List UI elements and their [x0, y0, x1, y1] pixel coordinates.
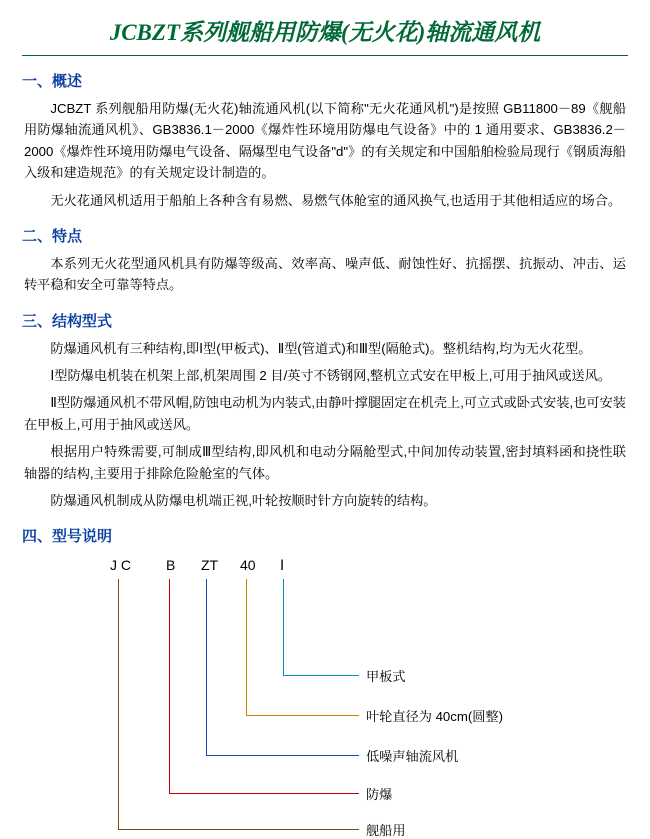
model-code-type: Ⅰ: [280, 557, 285, 574]
section-heading-structure: 三、结构型式: [22, 312, 113, 330]
paragraph-overview-1: JCBZT 系列舰船用防爆(无火花)轴流通风机(以下简称"无火花通风机")是按照 GB11800－89《舰船用防爆轴流通风机》、GB3836.1－2000《爆炸性环境用防爆电气设备》中的 1 通用要求、GB3836.2－2000《爆炸性环境用防爆电气设备、隔爆型电气设备"d"》的有关规定和中国船舶检验局现行《钢质海船入级和建造规范》的有关规定设计制造的。: [24, 101, 627, 181]
paragraph-structure-5: 防爆通风机制成从防爆电机端正视,叶轮按顺时针方向旋转的结构。: [50, 492, 437, 508]
section-heading-model-code: 四、型号说明: [22, 528, 113, 546]
model-desc-low-noise-axial-fan: 低噪声轴流风机: [366, 749, 459, 765]
model-code-b: B: [166, 557, 176, 574]
paragraph-features-1: 本系列无火花型通风机具有防爆等级高、效率高、噪声低、耐蚀性好、抗摇摆、抗振动、冲击、运转平稳和安全可靠等特点。: [24, 255, 626, 293]
model-code-40: 40: [240, 557, 256, 574]
model-desc-explosion-proof: 防爆: [366, 787, 393, 803]
model-code-zt: ZT: [201, 557, 219, 574]
paragraph-overview-2: 无火花通风机适用于船舶上各种含有易燃、易燃气体舱室的通风换气,也适用于其他相适应的场合。: [50, 192, 622, 208]
model-code-diagram: [18, 553, 632, 839]
paragraph-structure-4: 根据用户特殊需要,可制成Ⅲ型结构,即风机和电动分隔舱型式,中间加传动装置,密封填料函和挠性联轴器的结构,主要用于排除危险舱室的气体。: [24, 444, 626, 481]
model-desc-marine-use: 舰船用: [366, 823, 406, 839]
title-divider: [22, 55, 628, 56]
paragraph-structure-2: Ⅰ型防爆电机装在机架上部,机架周围 2 目/英寸不锈钢网,整机立式安在甲板上,可用于抽风或送风。: [50, 368, 612, 383]
model-code-jc: J C: [110, 557, 131, 574]
model-code-row: [18, 557, 632, 577]
paragraph-structure-1: 防爆通风机有三种结构,即Ⅰ型(甲板式)、Ⅱ型(管道式)和Ⅲ型(隔舱式)。整机结构,均为无火花型。: [50, 340, 592, 356]
model-desc-deck-type: 甲板式: [366, 669, 406, 685]
section-heading-features: 二、特点: [22, 227, 83, 245]
paragraph-structure-3: Ⅱ型防爆通风机不带风帽,防蚀电动机为内装式,由静叶撑腿固定在机壳上,可立式或卧式安装,也可安装在甲板上,可用于抽风或送风。: [24, 395, 626, 432]
model-desc-impeller-diameter: 叶轮直径为 40cm(圆整): [366, 709, 504, 725]
section-heading-overview: 一、概述: [22, 73, 83, 90]
page-title: JCBZT系列舰船用防爆(无火花)轴流通风机: [109, 20, 541, 45]
leader-line-marine-use: [118, 579, 359, 830]
